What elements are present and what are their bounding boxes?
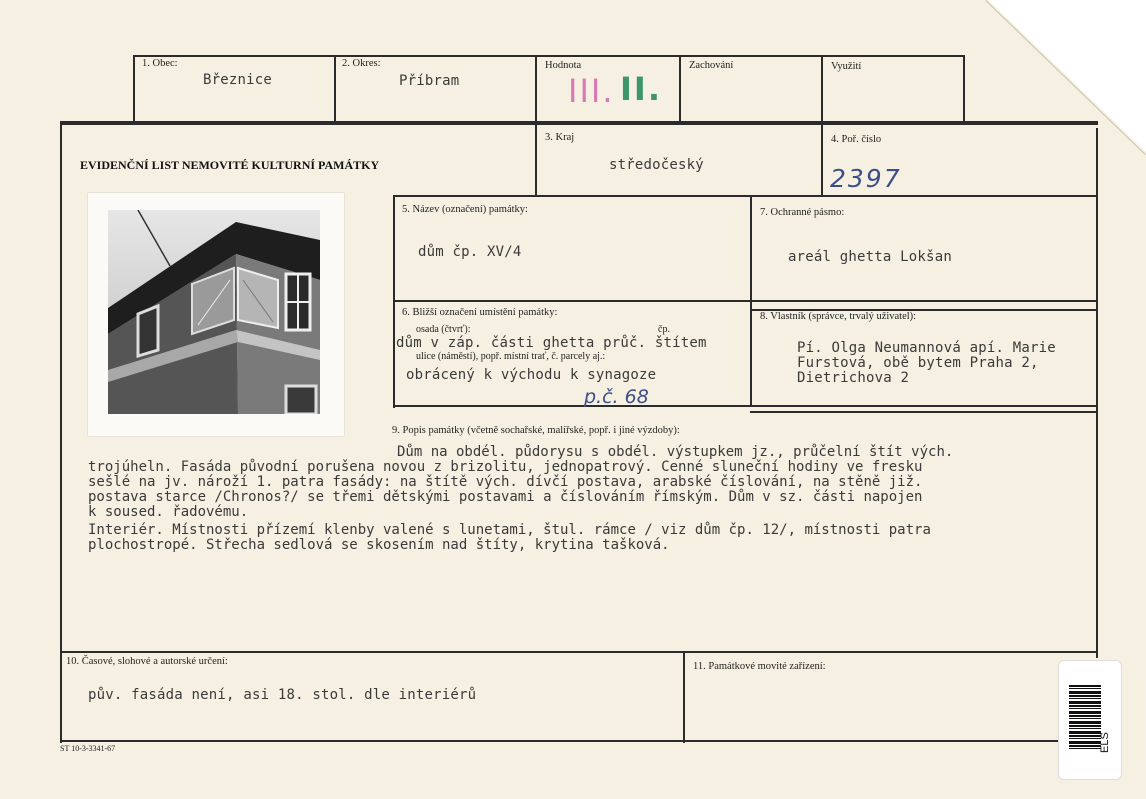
rule — [60, 123, 1098, 125]
rule — [679, 55, 681, 123]
umisteni-line2: obrácený k východu k synagoze — [406, 367, 657, 383]
por-cislo-value: 2397 — [830, 164, 902, 193]
cp-sublabel: čp. — [658, 324, 670, 335]
popis-label: 9. Popis památky (včetně sochařské, malířské, popř. i jiné výzdoby): — [392, 425, 680, 436]
footer-code: ST 10-3-3341-67 — [60, 744, 116, 753]
obec-value: Březnice — [203, 72, 273, 88]
por-cislo-label: 4. Poř. číslo — [831, 134, 882, 145]
rule — [821, 55, 823, 197]
casove-value: pův. fasáda není, asi 18. stol. dle interiérů — [88, 687, 477, 703]
rule — [535, 55, 537, 197]
rule — [963, 55, 965, 125]
rule — [393, 405, 1098, 407]
vlastnik-line: Dietrichova 2 — [797, 370, 910, 386]
umisteni-label: 6. Bližší označení umístění památky: — [402, 307, 558, 318]
rule — [1096, 128, 1098, 658]
rule — [60, 121, 62, 743]
movite-label: 11. Památkové movité zařízení: — [693, 661, 826, 672]
nazev-value: dům čp. XV/4 — [418, 244, 522, 260]
parcel-value: p.č. 68 — [584, 386, 649, 408]
okres-value: Příbram — [399, 73, 460, 89]
osada-sublabel: osada (čtvrť): — [416, 324, 471, 335]
rule — [393, 195, 1098, 197]
popis-line: sešlé na jv. nároží 1. patra fasády: na štítě vých. dívčí postava, arabské číslování, na stěně již. — [88, 474, 923, 490]
okres-label: 2. Okres: — [342, 58, 381, 69]
rule — [60, 651, 1096, 653]
popis-line: Dům na obdél. půdorysu s obdél. výstupkem jz., průčelní štít vých. — [397, 444, 954, 460]
form-title: EVIDENČNÍ LIST NEMOVITÉ KULTURNÍ PAMÁTKY — [80, 158, 380, 172]
ochranne-pasmo-label: 7. Ochranné pásmo: — [760, 207, 845, 218]
umisteni-line1: dům v záp. části ghetta průč. štítem — [396, 335, 707, 351]
ulice-sublabel: ulice (náměstí), popř. místní trať, č. parcely aj.: — [416, 351, 606, 362]
rule — [683, 651, 685, 743]
vlastnik-line: Pí. Olga Neumannová apí. Marie — [797, 340, 1056, 356]
rule — [60, 740, 1060, 742]
barcode-label: ELS — [1099, 732, 1111, 753]
popis-line: k soused. řadovému. — [88, 504, 249, 520]
building-image — [108, 210, 320, 414]
popis-line: postava starce /Chronos?/ se třemi dětskými postavami a číslováním římským. Dům v sz. části napojen — [88, 489, 923, 505]
hodnota-value-green: II. — [620, 70, 662, 108]
popis-line: trojúheln. Fasáda původní porušena novou z brizolitu, jednopatrový. Cenné sluneční hodiny ve fresku — [88, 459, 923, 475]
vyuziti-label: Využití — [831, 61, 862, 72]
zachovani-label: Zachování — [689, 60, 734, 71]
rule — [133, 55, 965, 57]
kraj-label: 3. Kraj — [545, 132, 575, 143]
ochranne-pasmo-value: areál ghetta Lokšan — [788, 249, 952, 265]
hodnota-value-pink: III. — [568, 72, 615, 110]
vlastnik-line: Furstová, obě bytem Praha 2, — [797, 355, 1039, 371]
vlastnik-label: 8. Vlastník (správce, trvalý uživatel): — [760, 311, 917, 322]
barcode-sticker — [1058, 660, 1122, 780]
kraj-value: středočeský — [609, 157, 704, 173]
hodnota-label: Hodnota — [545, 60, 582, 71]
popis-line: plochostropé. Střecha sedlová se skosením nad štíty, krytina tašková. — [88, 537, 670, 553]
barcode-bars — [1069, 685, 1101, 749]
rule — [750, 411, 1096, 413]
monument-photo — [88, 193, 344, 436]
rule — [133, 55, 135, 123]
rule — [334, 55, 336, 123]
nazev-label: 5. Název (označení) památky: — [402, 204, 528, 215]
casove-label: 10. Časové, slohové a autorské určení: — [66, 656, 228, 667]
rule — [393, 300, 1098, 302]
obec-label: 1. Obec: — [142, 58, 178, 69]
popis-line: Interiér. Místnosti přízemí klenby valené s lunetami, štul. rámce / viz dům čp. 12/, místnosti patra — [88, 522, 931, 538]
